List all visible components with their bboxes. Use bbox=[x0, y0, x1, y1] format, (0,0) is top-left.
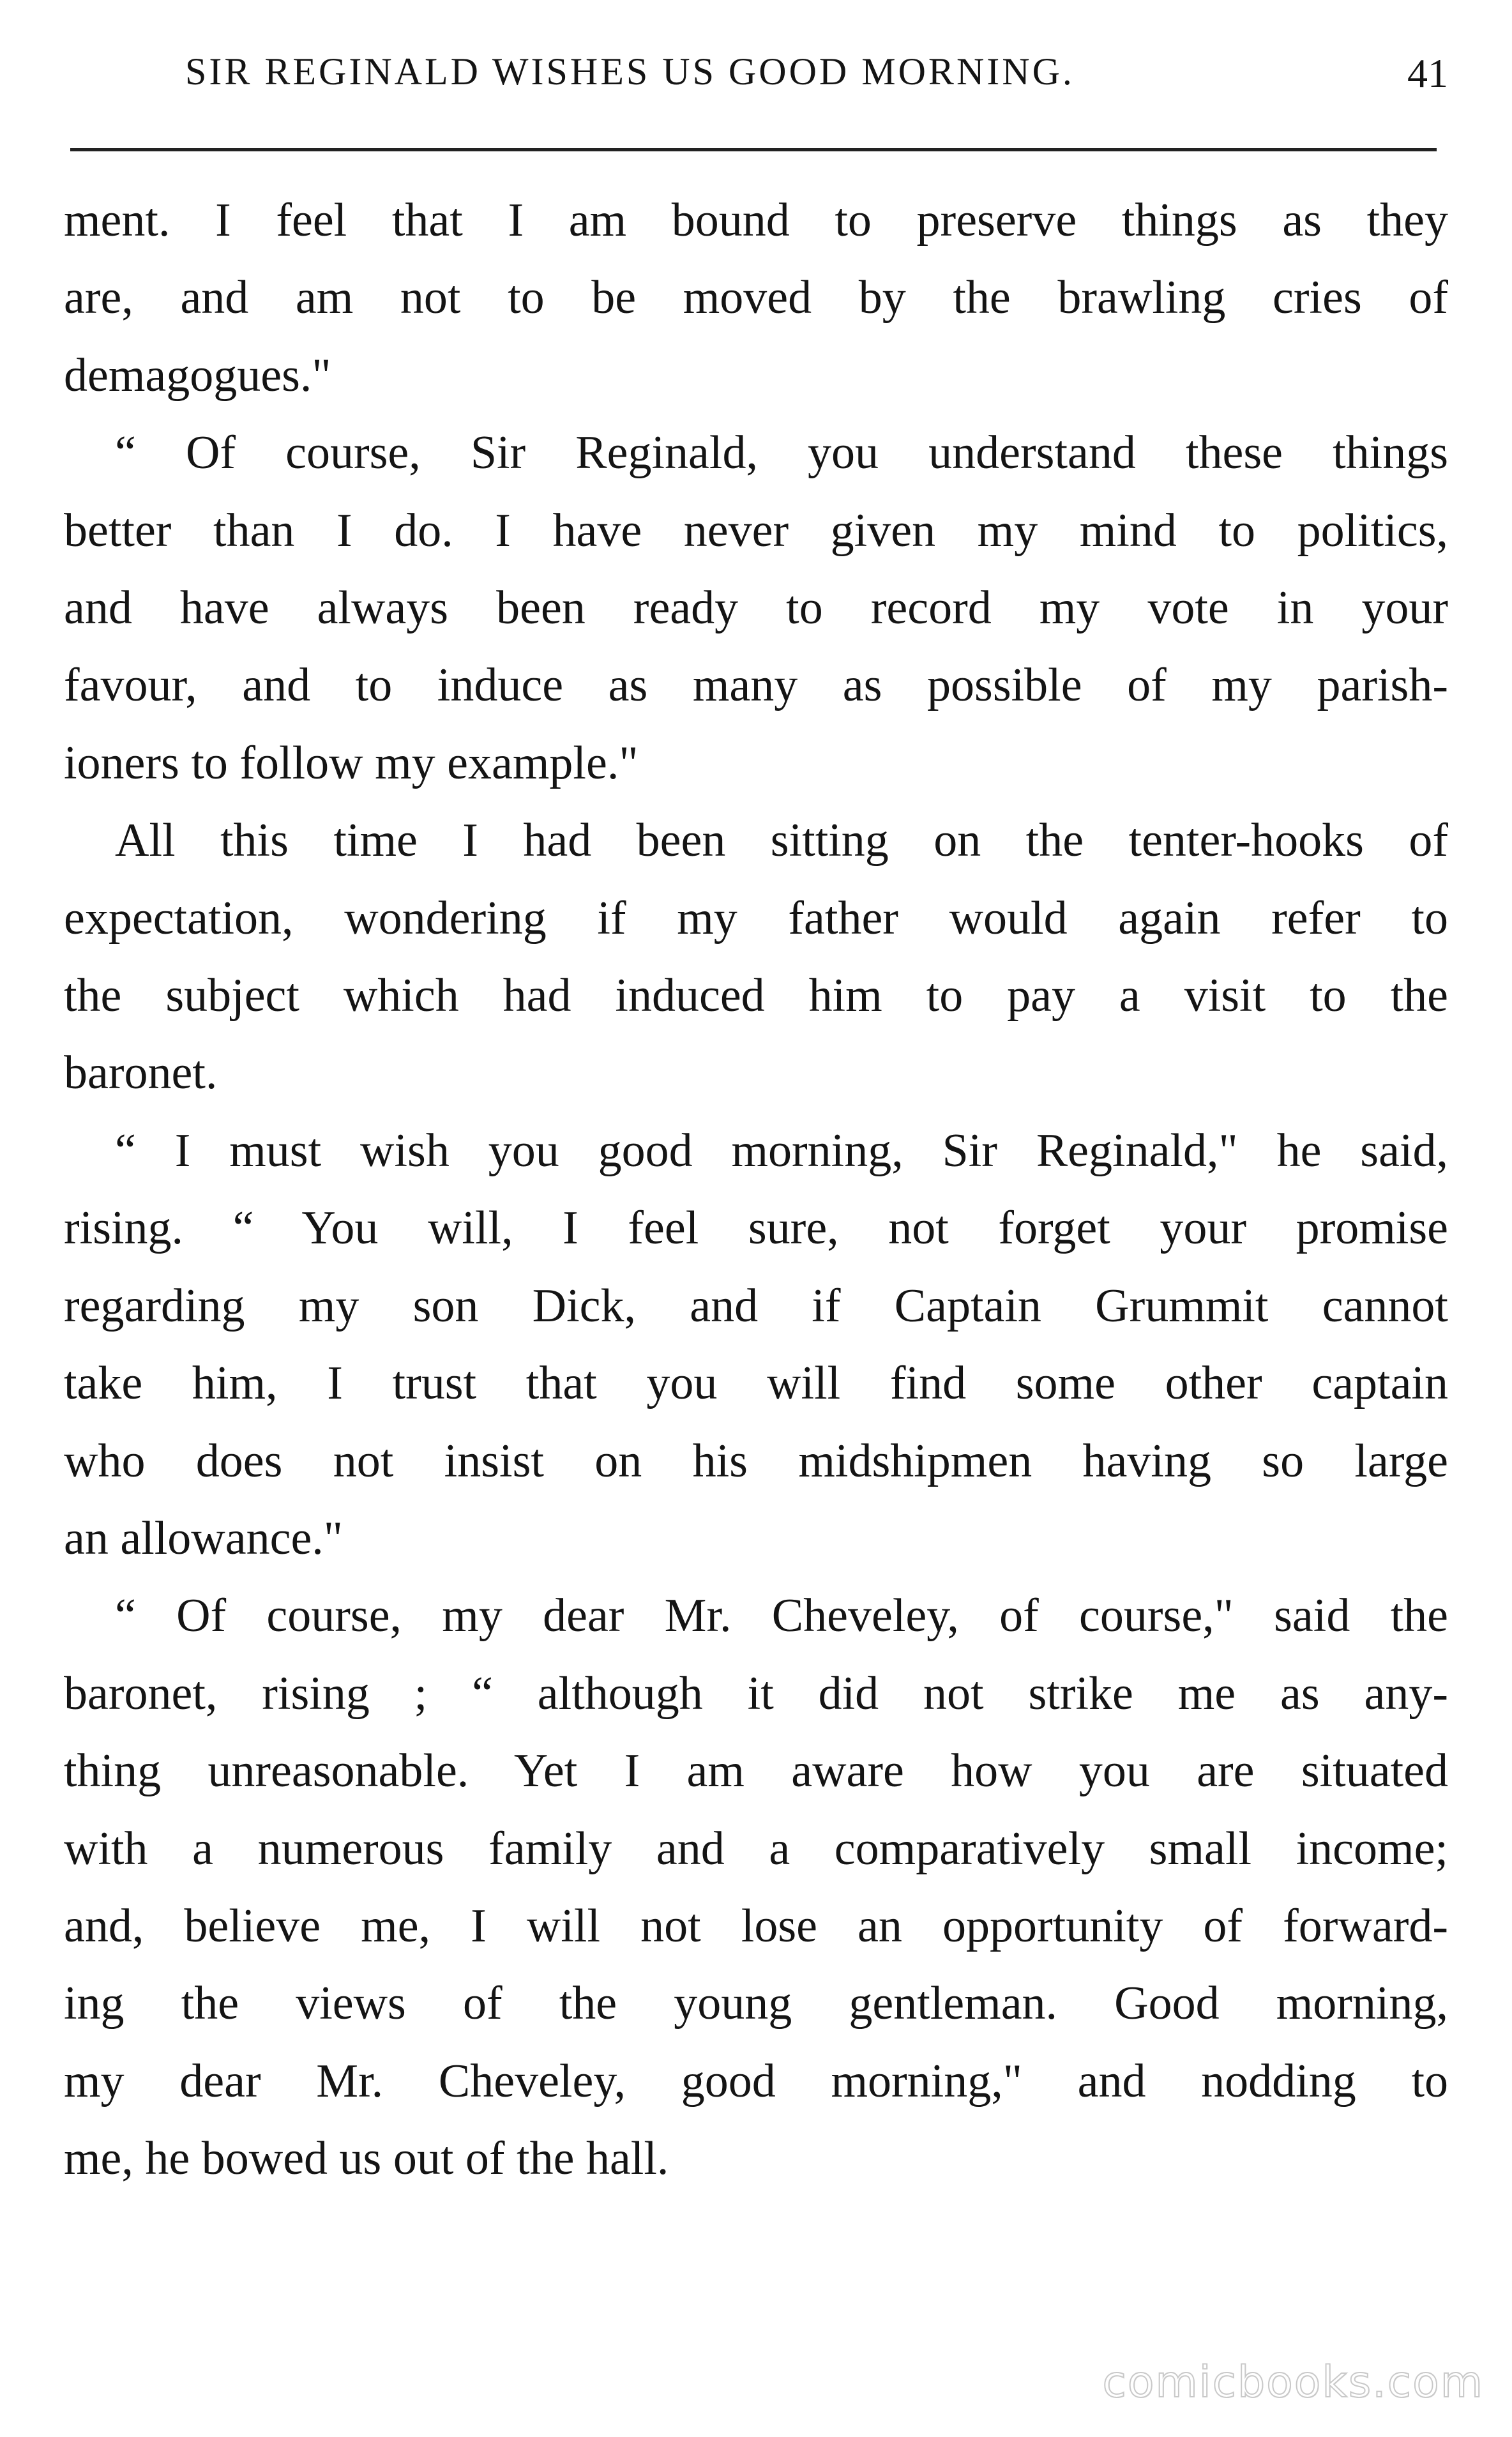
text-line: who does not insist on his midshipmen having so large bbox=[64, 1434, 1448, 1487]
body-text bbox=[64, 182, 1448, 2198]
paragraph-4 bbox=[64, 1112, 1448, 1577]
text-line: are, and am not to be moved by the brawling cries of bbox=[64, 271, 1448, 324]
paragraph-1 bbox=[64, 182, 1448, 414]
text-line: an allowance." bbox=[64, 1512, 343, 1565]
text-line: ing the views of the young gentleman. Good morning, bbox=[64, 1977, 1448, 2030]
text-line: baronet, rising ; “ although it did not strike me as any- bbox=[64, 1667, 1448, 1720]
text-line: expectation, wondering if my father would again refer to bbox=[64, 892, 1448, 945]
text-line: and have always been ready to record my vote in your bbox=[64, 582, 1448, 635]
text-line: rising. “ You will, I feel sure, not forget your promise bbox=[64, 1202, 1448, 1255]
text-line: regarding my son Dick, and if Captain Grummit cannot bbox=[64, 1279, 1448, 1332]
running-head bbox=[64, 50, 1448, 114]
text-line: the subject which had induced him to pay a visit to the bbox=[64, 969, 1448, 1022]
text-line: baronet. bbox=[64, 1047, 218, 1100]
text-line: me, he bowed us out of the hall. bbox=[64, 2132, 669, 2185]
paragraph-3 bbox=[64, 802, 1448, 1112]
text-line: All this time I had been sitting on the tenter-hooks of bbox=[115, 814, 1448, 867]
text-line: thing unreasonable. Yet I am aware how you are situated bbox=[64, 1745, 1448, 1798]
running-title: SIR REGINALD WISHES US GOOD MORNING. bbox=[185, 50, 1075, 93]
text-line: demagogues." bbox=[64, 349, 331, 402]
text-line: “ Of course, my dear Mr. Cheveley, of course," said the bbox=[115, 1590, 1448, 1643]
text-line: take him, I trust that you will find some other captain bbox=[64, 1357, 1448, 1410]
text-line: and, believe me, I will not lose an opportunity of forward- bbox=[64, 1899, 1448, 1952]
text-line: with a numerous family and a comparatively small income; bbox=[64, 1822, 1448, 1875]
text-line: favour, and to induce as many as possible of my parish- bbox=[64, 659, 1448, 712]
watermark: comicbooks.com bbox=[1102, 2357, 1484, 2408]
text-line: my dear Mr. Cheveley, good morning," and nodding to bbox=[64, 2054, 1448, 2107]
text-line: ment. I feel that I am bound to preserve things as they bbox=[64, 194, 1448, 247]
page-number: 41 bbox=[1407, 50, 1448, 96]
text-line: ioners to follow my example." bbox=[64, 736, 639, 789]
header-rule bbox=[70, 148, 1437, 151]
text-line: better than I do. I have never given my mind to politics, bbox=[64, 504, 1448, 557]
text-line: “ Of course, Sir Reginald, you understand these things bbox=[115, 427, 1448, 480]
paragraph-2 bbox=[64, 414, 1448, 802]
text-line: “ I must wish you good morning, Sir Reginald," he said, bbox=[115, 1124, 1448, 1177]
paragraph-5 bbox=[64, 1577, 1448, 2198]
